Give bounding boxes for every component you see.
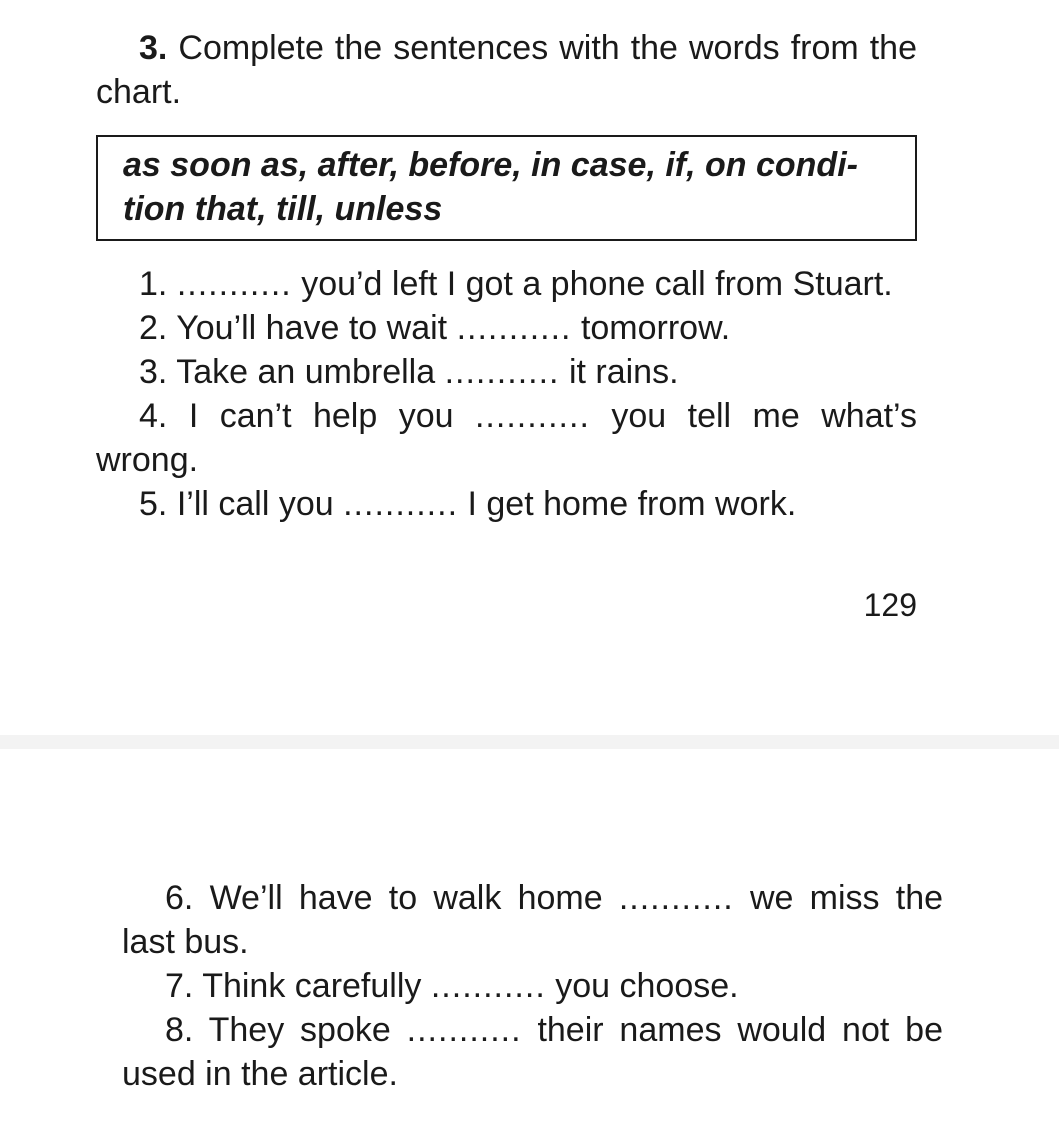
- item-blank: ...........: [430, 967, 546, 1005]
- item-blank: ...........: [176, 265, 292, 303]
- sentence-item: [96, 262, 917, 306]
- item-text-before: Think carefully: [202, 967, 422, 1005]
- item-text-after: you tell me what’s wrong.: [96, 397, 917, 479]
- item-blank: ...........: [406, 1011, 522, 1049]
- bottom-column: [122, 876, 943, 1096]
- item-text-before: You’ll have to wait: [176, 309, 448, 347]
- item-text-before: They spoke: [208, 1011, 391, 1049]
- item-blank: ...........: [343, 485, 459, 523]
- top-column: [96, 26, 917, 526]
- item-text-before: Take an umbrella: [176, 353, 436, 391]
- word-box: as soon as, after, before, in case, if, on condi-tion that, till, unless: [96, 135, 917, 241]
- sentence-item: [96, 394, 917, 482]
- exercise-heading: [96, 26, 917, 114]
- page-separator: [0, 735, 1059, 749]
- item-text-after: tomorrow.: [580, 309, 731, 347]
- item-text-after: we miss the last bus.: [122, 879, 944, 961]
- item-number: 8.: [165, 1011, 194, 1049]
- sentence-item: [96, 306, 917, 350]
- item-blank: ...........: [444, 353, 560, 391]
- exercise-number: 3.: [139, 29, 168, 67]
- item-blank: ...........: [456, 309, 572, 347]
- item-number: 4.: [139, 397, 168, 435]
- item-number: 7.: [165, 967, 194, 1005]
- item-text-after: you choose.: [555, 967, 739, 1005]
- sentence-item: [122, 964, 943, 1008]
- item-text-after: their names would not be used in the article.: [122, 1011, 943, 1093]
- item-number: 3.: [139, 353, 168, 391]
- item-text-before: I’ll call you: [176, 485, 334, 523]
- item-blank: ...........: [474, 397, 590, 435]
- sentence-item: [96, 350, 917, 394]
- item-text-after: I get home from work.: [467, 485, 797, 523]
- item-number: 1.: [139, 265, 168, 303]
- item-number: 2.: [139, 309, 168, 347]
- item-text-before: I can’t help you: [188, 397, 454, 435]
- item-blank: ...........: [618, 879, 734, 917]
- item-text-before: We’ll have to walk home: [209, 879, 603, 917]
- page-number: 129: [863, 587, 917, 623]
- sentence-item: [122, 1008, 943, 1096]
- item-number: 6.: [165, 879, 194, 917]
- item-text-after: it rains.: [568, 353, 679, 391]
- sentence-item: [122, 876, 943, 964]
- exercise-instruction: Complete the sentences with the words from the chart.: [96, 29, 917, 111]
- sentence-item: [96, 482, 917, 526]
- item-text-after: you’d left I got a phone call from Stuart.: [301, 265, 893, 303]
- item-number: 5.: [139, 485, 168, 523]
